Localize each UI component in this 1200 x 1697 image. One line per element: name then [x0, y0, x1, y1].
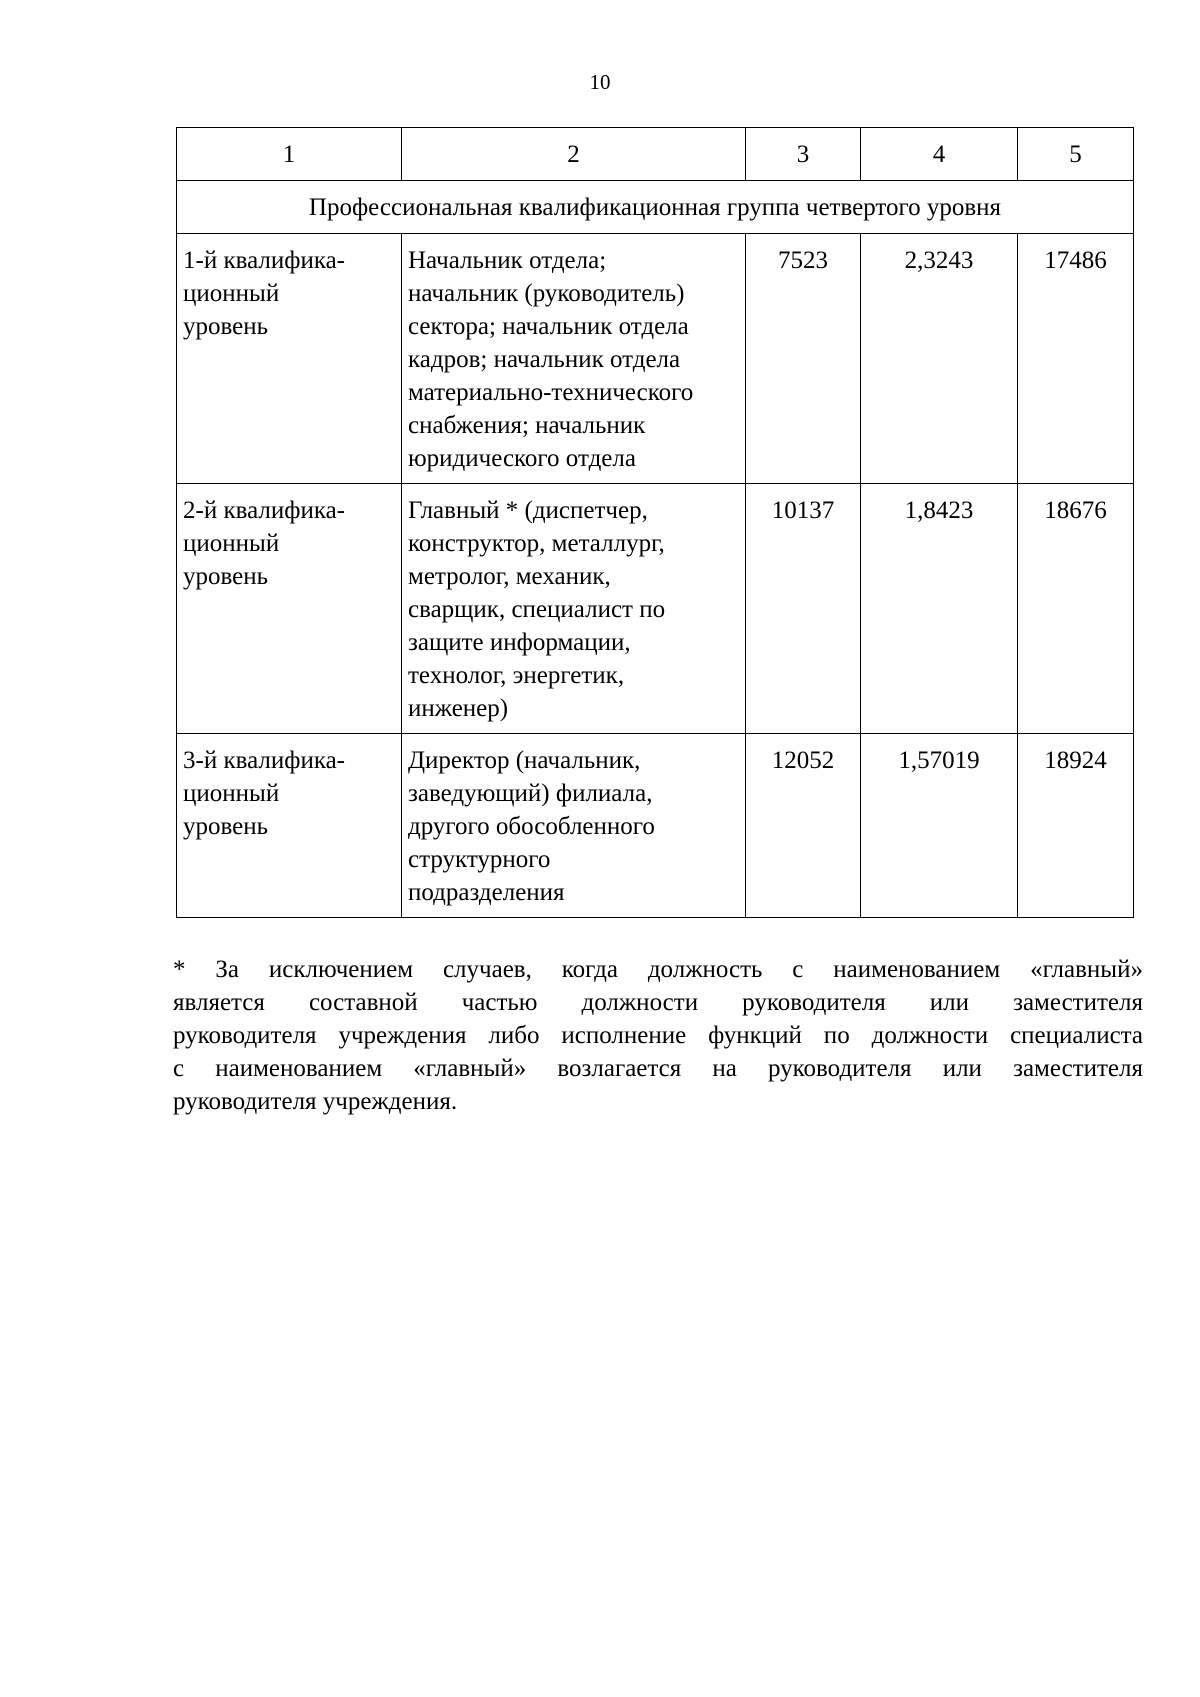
position-line: сектора; начальник отдела	[408, 313, 689, 340]
position-line: технолог, энергетик,	[408, 662, 625, 689]
group-title: Профессиональная квалификационная группа четвертого уровня	[177, 181, 1134, 234]
positions-cell	[402, 484, 746, 734]
qualification-level-cell	[177, 484, 402, 734]
position-line: юридического отдела	[408, 445, 636, 472]
column-4-value: 2,3243	[861, 234, 1018, 484]
qualification-level-cell	[177, 234, 402, 484]
position-line: Начальник отдела;	[408, 247, 607, 274]
position-line: метролог, механик,	[408, 563, 611, 590]
column-4-value: 1,57019	[861, 734, 1018, 918]
footnote-line: с наименованием «главный» возлагается на руководителя или заместителя	[173, 1055, 1143, 1082]
qualification-level-line: ционный	[183, 280, 280, 307]
position-line: конструктор, металлург,	[408, 530, 665, 557]
qualification-level-line: 2-й квалифика-	[183, 497, 346, 524]
footnote-line: руководителя учреждения.	[173, 1088, 458, 1115]
position-line: другого обособленного	[408, 813, 655, 840]
position-line: сварщик, специалист по	[408, 596, 666, 623]
column-3-value: 10137	[746, 484, 861, 734]
column-5-value: 18924	[1018, 734, 1134, 918]
position-line: снабжения; начальник	[408, 412, 646, 439]
column-number-4: 4	[861, 128, 1018, 181]
position-line: Директор (начальник,	[408, 747, 641, 774]
position-line: структурного	[408, 846, 551, 873]
footnote	[173, 953, 1143, 1118]
table-row	[177, 734, 1134, 918]
positions-cell	[402, 234, 746, 484]
position-line: кадров; начальник отдела	[408, 346, 681, 373]
footnote-line: является составной частью должности руководителя или заместителя	[173, 989, 1143, 1016]
qualification-level-cell	[177, 734, 402, 918]
column-number-2: 2	[402, 128, 746, 181]
column-3-value: 7523	[746, 234, 861, 484]
column-5-value: 17486	[1018, 234, 1134, 484]
column-number-5: 5	[1018, 128, 1134, 181]
column-number-3: 3	[746, 128, 861, 181]
qualification-level-line: уровень	[183, 563, 269, 590]
column-number-1: 1	[177, 128, 402, 181]
qualification-level-line: уровень	[183, 813, 269, 840]
table-row	[177, 484, 1134, 734]
footnote-line: * За исключением случаев, когда должность с наименованием «главный»	[173, 956, 1143, 983]
position-line: материально-технического	[408, 379, 694, 406]
column-4-value: 1,8423	[861, 484, 1018, 734]
qualification-level-line: уровень	[183, 313, 269, 340]
column-5-value: 18676	[1018, 484, 1134, 734]
qualification-level-line: ционный	[183, 530, 280, 557]
salary-table	[176, 127, 1134, 918]
position-line: защите информации,	[408, 629, 631, 656]
qualification-level-line: 3-й квалифика-	[183, 747, 346, 774]
qualification-level-line: ционный	[183, 780, 280, 807]
table-row	[177, 234, 1134, 484]
position-line: заведующий) филиала,	[408, 780, 653, 807]
page-number: 10	[589, 70, 611, 94]
position-line: инженер)	[408, 695, 509, 722]
position-line: начальник (руководитель)	[408, 280, 685, 307]
footnote-line: руководителя учреждения либо исполнение функций по должности специалиста	[173, 1022, 1143, 1049]
position-line: подразделения	[408, 879, 565, 906]
positions-cell	[402, 734, 746, 918]
group-title-row	[177, 181, 1134, 234]
column-3-value: 12052	[746, 734, 861, 918]
column-number-row	[177, 128, 1134, 181]
position-line: Главный * (диспетчер,	[408, 497, 648, 524]
qualification-level-line: 1-й квалифика-	[183, 247, 346, 274]
